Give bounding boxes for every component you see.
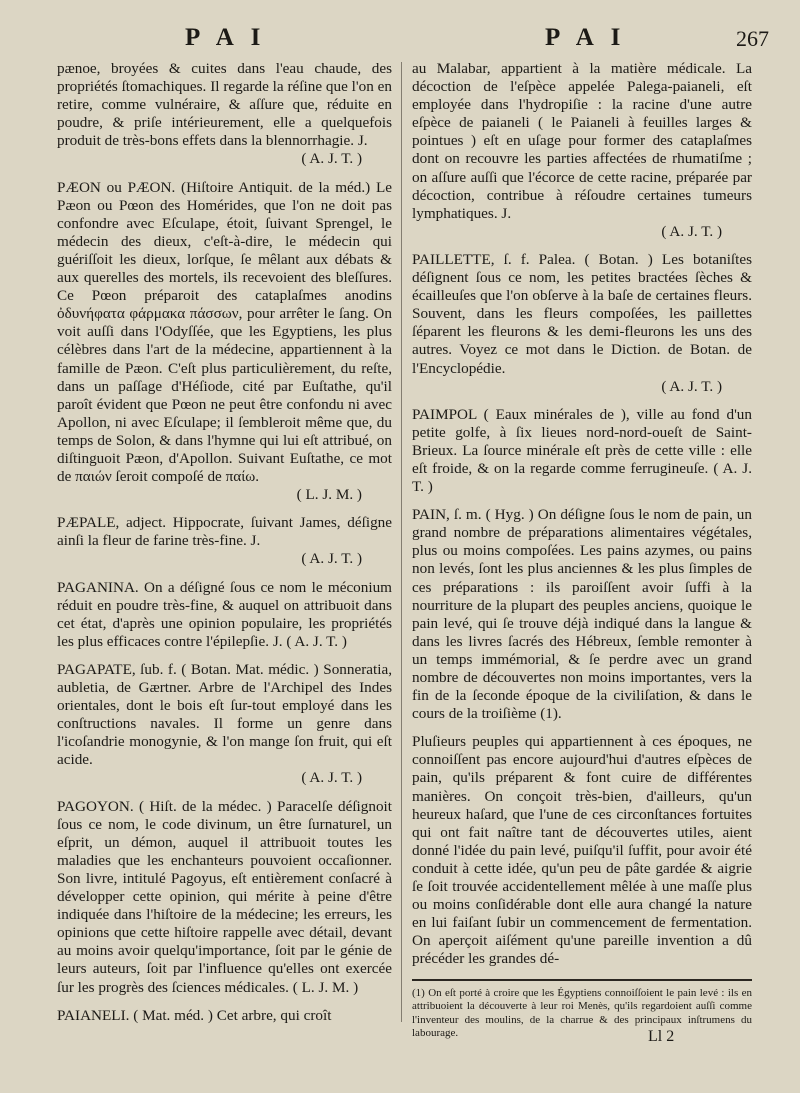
entry-text: PAILLETTE, ſ. f. Palea. ( Botan. ) Les botaniſtes déſignent ſous ce nom, les petites bractées ſèches & écailleuſes que l'on obſerve à la baſe de certaines fleurs. Souvent, dans les fleurs compoſées, les paillettes ſéparent les fleurons & les demi-fleurons les uns des autres. Voyez ce mot dans le Diction. de Botan. de l'Encyclopédie.: [412, 250, 752, 377]
entry-text: PAIMPOL ( Eaux minérales de ), ville au fond d'un petite golfe, à ſix lieues nord-nord-oueſt de Saint-Brieux. La ſource minérale eſt près de cette ville : elle eſt froide, & on la regarde comme ferrugineuſe. ( A. J. T. ): [412, 405, 752, 496]
entry-paepale: [57, 514, 392, 568]
running-head-right: P A I: [545, 24, 627, 51]
entry-paganina: [57, 579, 392, 651]
entry-text: PAGOYON. ( Hiſt. de la médec. ) Paracelſe déſignoit ſous ce nom, le code divinum, un être ſurnaturel, un eſprit, un démon, auquel il attribuoit toutes les maladies que les enchanteurs pouvoient occaſionner. Son livre, intitulé Pagoyus, eſt entièrement conſacré à développer cette opinion, qui mérite à peine d'être indiquée dans l'hiſtoire de la médecine; les erreurs, les opinions que cette hiſtoire rappelle avec détail, devant au moins avoir quelqu'importance, ſoit par le génie de leurs auteurs, ſoit par l'influence qu'elles ont exercée ſur les progrès des ſciences médicales. ( L. J. M. ): [57, 797, 392, 996]
entry-text: au Malabar, appartient à la matière médicale. La décoction de l'eſpèce appelée Palega-paianeli, eſt employée dans l'hydropiſie : la racine d'une autre eſpèce de paianeli ( le Paianeli à feuilles larges & pointues ) eſt en uſage pour former des cataplaſmes dont on recouvre les parties affectées de rhumatiſme ; on aſſure auſſi que l'écorce de cette racine, préparée par décoction, contribue à réſoudre certaines tumeurs lymphatiques. J.: [412, 60, 752, 222]
entry-text: PÆON ou PÆON. (Hiſtoire Antiquit. de la méd.) Le Pæon ou Pœon des Homérides, que l'on ne doit pas confondre avec Eſculape, étoit, ſuivant Sprengel, le médecin des dieux, c'eſt-à-dire, le médecin qui guériſſoit les dieux, lorſque, ſe mêlant aux débats & aux querelles des mortels, ils recevoient des bleſſures. Ce Pœon préparoit des cataplaſmes anodins ὀδυνήφατα φάρμακα πάσσων, pour arrêter le ſang. On voit auſſi dans l'Odyſſée, que les Egyptiens, les plus célèbres dans l'art de la médecine, appartiennent à la famille de Pæon. C'eſt plus particulièrement, du reſte, dans un paſſage d'Héſiode, cité par Euſtathe, qu'il paroît évident que Pœon ne peut être confondu ni avec Apollon, ni avec Eſculape; il ſembleroit même que, du temps de Solon, & dans l'hymne qui lui eſt attribué, on diſtinguoit Pæon, d'Apollon. Suivant Euſtathe, ce mot de παιών ſeroit compoſé de παίω.: [57, 178, 392, 486]
entry-text: PAGAPATE, ſub. f. ( Botan. Mat. médic. ) Sonneratia, aubletia, de Gærtner. Arbre de l'Archipel des Indes orientales, dont le bois eſt ſur-tout employé dans les conſtructions navales. Il forme un genre dans l'icoſandrie monogynie, & l'on mange ſon fruit, qui eſt acide.: [57, 660, 392, 769]
entry-paianeli-continued: [412, 60, 752, 241]
entry-signature: ( A. J. T. ): [301, 550, 362, 568]
entry-pain: [412, 506, 752, 723]
entry-signature: ( A. J. T. ): [301, 150, 362, 168]
entry-paenoe: [57, 60, 392, 169]
entry-pain-continued: [412, 733, 752, 968]
entry-text: pænoe, broyées & cuites dans l'eau chaude, des propriétés ſtomachiques. Il regarde la réſine que l'on en retire, comme vulnéraire, & aſſure que, réduite en poudre, & priſe intérieurement, elle a quelquefois produit de très-bons effets dans la blennorrhagie. J.: [57, 60, 392, 150]
entry-text: PAIN, ſ. m. ( Hyg. ) On déſigne ſous le nom de pain, un grand nombre de préparations alimentaires végétales, plus ou moins compoſées. Les pains azymes, ou pains non levés, ſont les plus anciennes & les plus ſimples de ces préparations : ils paroiſſent avoir ſuffi à la nourriture de la plupart des peuples anciens, quoique le pain levé, qui ſe trouve déjà indiqué dans la langue & dans les livres ſacrés des Hébreux, ſemble remonter à un temps immémorial, & ſe perdre avec un grand nombre de découvertes non moins importantes, vers la fin de la ſeconde époque de la civiliſation, & dans le cours de la troiſième (1).: [412, 506, 752, 723]
entry-paillette: [412, 251, 752, 396]
entry-paianeli: [57, 1007, 392, 1025]
entry-text: PAIANELI. ( Mat. méd. ) Cet arbre, qui croît: [57, 1006, 332, 1024]
footnote: (1) On eſt porté à croire que les Égyptiens connoiſſoient le pain levé : ils en attribuoient la découverte à leur roi Menès, qu'ils regardoient auſſi comme l'inventeur des moulins, de la charrue & des principaux inſtrumens du labourage.: [412, 986, 752, 1039]
signature-mark: Ll 2: [648, 1028, 675, 1045]
running-head-left: P A I: [185, 24, 267, 51]
entry-text: PÆPALE, adject. Hippocrate, ſuivant James, déſigne ainſi la fleur de farine très-fine. J.: [57, 514, 392, 550]
entry-pagoyon: [57, 798, 392, 997]
entry-signature: ( A. J. T. ): [661, 222, 722, 240]
entry-paeon: [57, 179, 392, 505]
entry-signature: ( A. J. T. ): [661, 377, 722, 395]
entry-signature: ( L. J. M. ): [296, 486, 362, 504]
entry-text: PAGANINA. On a déſigné ſous ce nom le méconium réduit en poudre très-fine, & auquel on attribuoit dans cet état, d'après une opinion populaire, les propriétés les plus efficaces contre l'épilepſie. J. ( A. J. T. ): [57, 578, 392, 650]
entry-text: Pluſieurs peuples qui appartiennent à ces époques, ne connoiſſent pas encore aujourd'hui d'autres eſpèces de pain, qu'ils préparent & font cuire de différentes manières. On conçoit très-bien, d'ailleurs, qu'un heureux haſard, que l'une de ces circonſtances fortuites qui ont fait naître tant de découvertes utiles, aient donné l'idée du pain levé, puiſqu'il ſuffit, pour avoir été conduit à cette idée, qu'un peu de pâte gardée & aigrie ſe ſoit trouvée accidentellement mêlée à une maſſe plus ou moins conſidérable dont elle aura changé la nature en lui faiſant ſubir un commencement de fermentation. On aperçoit aiſément qu'une pareille invention a dû précéder les grandes dé-: [412, 733, 752, 968]
right-column: [412, 60, 752, 1041]
page-number: 267: [736, 26, 769, 51]
entry-signature: ( A. J. T. ): [301, 769, 362, 787]
entry-paimpol: [412, 406, 752, 496]
footnote-rule: [412, 979, 752, 981]
entry-pagapate: [57, 661, 392, 788]
column-rule: [401, 62, 402, 1022]
left-column: [57, 60, 392, 1035]
